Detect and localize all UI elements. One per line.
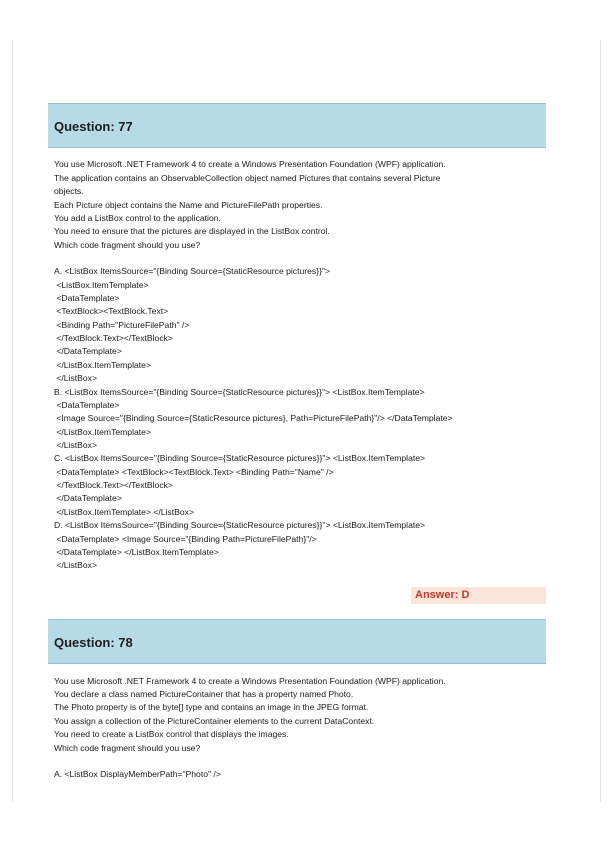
q78-option-line: A. <ListBox DisplayMemberPath="Photo" /> (54, 769, 221, 779)
answer-box (411, 587, 546, 604)
q77-option-line: </DataTemplate> (54, 493, 122, 503)
q78-body-line: You use Microsoft .NET Framework 4 to create a Windows Presentation Foundation (WPF) application. (54, 676, 446, 686)
question-78-header (48, 619, 546, 664)
q77-body-line: objects. (54, 186, 84, 196)
q77-option-line: </DataTemplate> </ListBox.ItemTemplate> (54, 547, 219, 557)
q77-option-line: <ListBox.ItemTemplate> (54, 280, 149, 290)
left-margin-rule (12, 40, 13, 802)
q77-option-line: <TextBlock><TextBlock.Text> (54, 306, 169, 316)
q77-option-line: <DataTemplate> <TextBlock><TextBlock.Text> <Binding Path="Name" /> (54, 467, 334, 477)
q78-body-line: You declare a class named PictureContainer that has a property named Photo. (54, 689, 354, 699)
q77-option-line: </ListBox.ItemTemplate> </ListBox> (54, 507, 194, 517)
q77-option-line: </ListBox.ItemTemplate> (54, 360, 151, 370)
q77-option-line: <Image Source="{Binding Source={StaticResource pictures}, Path=PictureFilePath}"/> </DataTemplate> (54, 413, 453, 423)
q77-option-line: </DataTemplate> (54, 346, 122, 356)
q77-option-line: A. <ListBox ItemsSource="{Binding Source={StaticResource pictures}}"> (54, 266, 331, 276)
answer-text: Answer: D (415, 589, 470, 601)
q78-body-line: The Photo property is of the byte[] type and contains an image in the JPEG format. (54, 702, 369, 712)
right-margin-rule (600, 40, 601, 802)
q78-body-line: You assign a collection of the PictureContainer elements to the current DataContext. (54, 716, 375, 726)
q77-body-line: Which code fragment should you use? (54, 240, 201, 250)
q77-option-line: </ListBox> (54, 440, 97, 450)
q77-option-line: <DataTemplate> (54, 400, 120, 410)
q77-body-line: The application contains an ObservableCollection object named Pictures that contains several Picture (54, 173, 441, 183)
q77-option-line: D. <ListBox ItemsSource="{Binding Source={StaticResource pictures}}"> <ListBox.ItemTemplate> (54, 520, 426, 530)
q77-option-line: <DataTemplate> (54, 293, 120, 303)
q78-body-line: You need to create a ListBox control that displays the images. (54, 729, 289, 739)
q77-option-line: <DataTemplate> <Image Source="{Binding Path=PictureFilePath}"/> (54, 534, 317, 544)
q77-body-line: Each Picture object contains the Name and PictureFilePath properties. (54, 200, 323, 210)
q77-option-line: </ListBox> (54, 373, 97, 383)
q77-option-line: B. <ListBox ItemsSource="{Binding Source={StaticResource pictures}}"> <ListBox.ItemTemplate> (54, 387, 425, 397)
q77-option-line: </TextBlock.Text></TextBlock> (54, 333, 173, 343)
question-77-title: Question: 77 (54, 119, 133, 134)
q77-option-line: C. <ListBox ItemsSource="{Binding Source={StaticResource pictures}}"> <ListBox.ItemTemplate> (54, 453, 426, 463)
q78-body-line: Which code fragment should you use? (54, 743, 201, 753)
q77-option-line: </TextBlock.Text></TextBlock> (54, 480, 173, 490)
q77-option-line: <Binding Path="PictureFilePath" /> (54, 320, 190, 330)
question-77-header (48, 103, 546, 148)
q77-body-line: You add a ListBox control to the application. (54, 213, 221, 223)
q77-option-line: </ListBox.ItemTemplate> (54, 427, 151, 437)
q77-body-line: You use Microsoft .NET Framework 4 to create a Windows Presentation Foundation (WPF) application. (54, 159, 446, 169)
q77-body-line: You need to ensure that the pictures are displayed in the ListBox control. (54, 226, 330, 236)
question-78-title: Question: 78 (54, 635, 133, 650)
q77-option-line: </ListBox> (54, 560, 97, 570)
